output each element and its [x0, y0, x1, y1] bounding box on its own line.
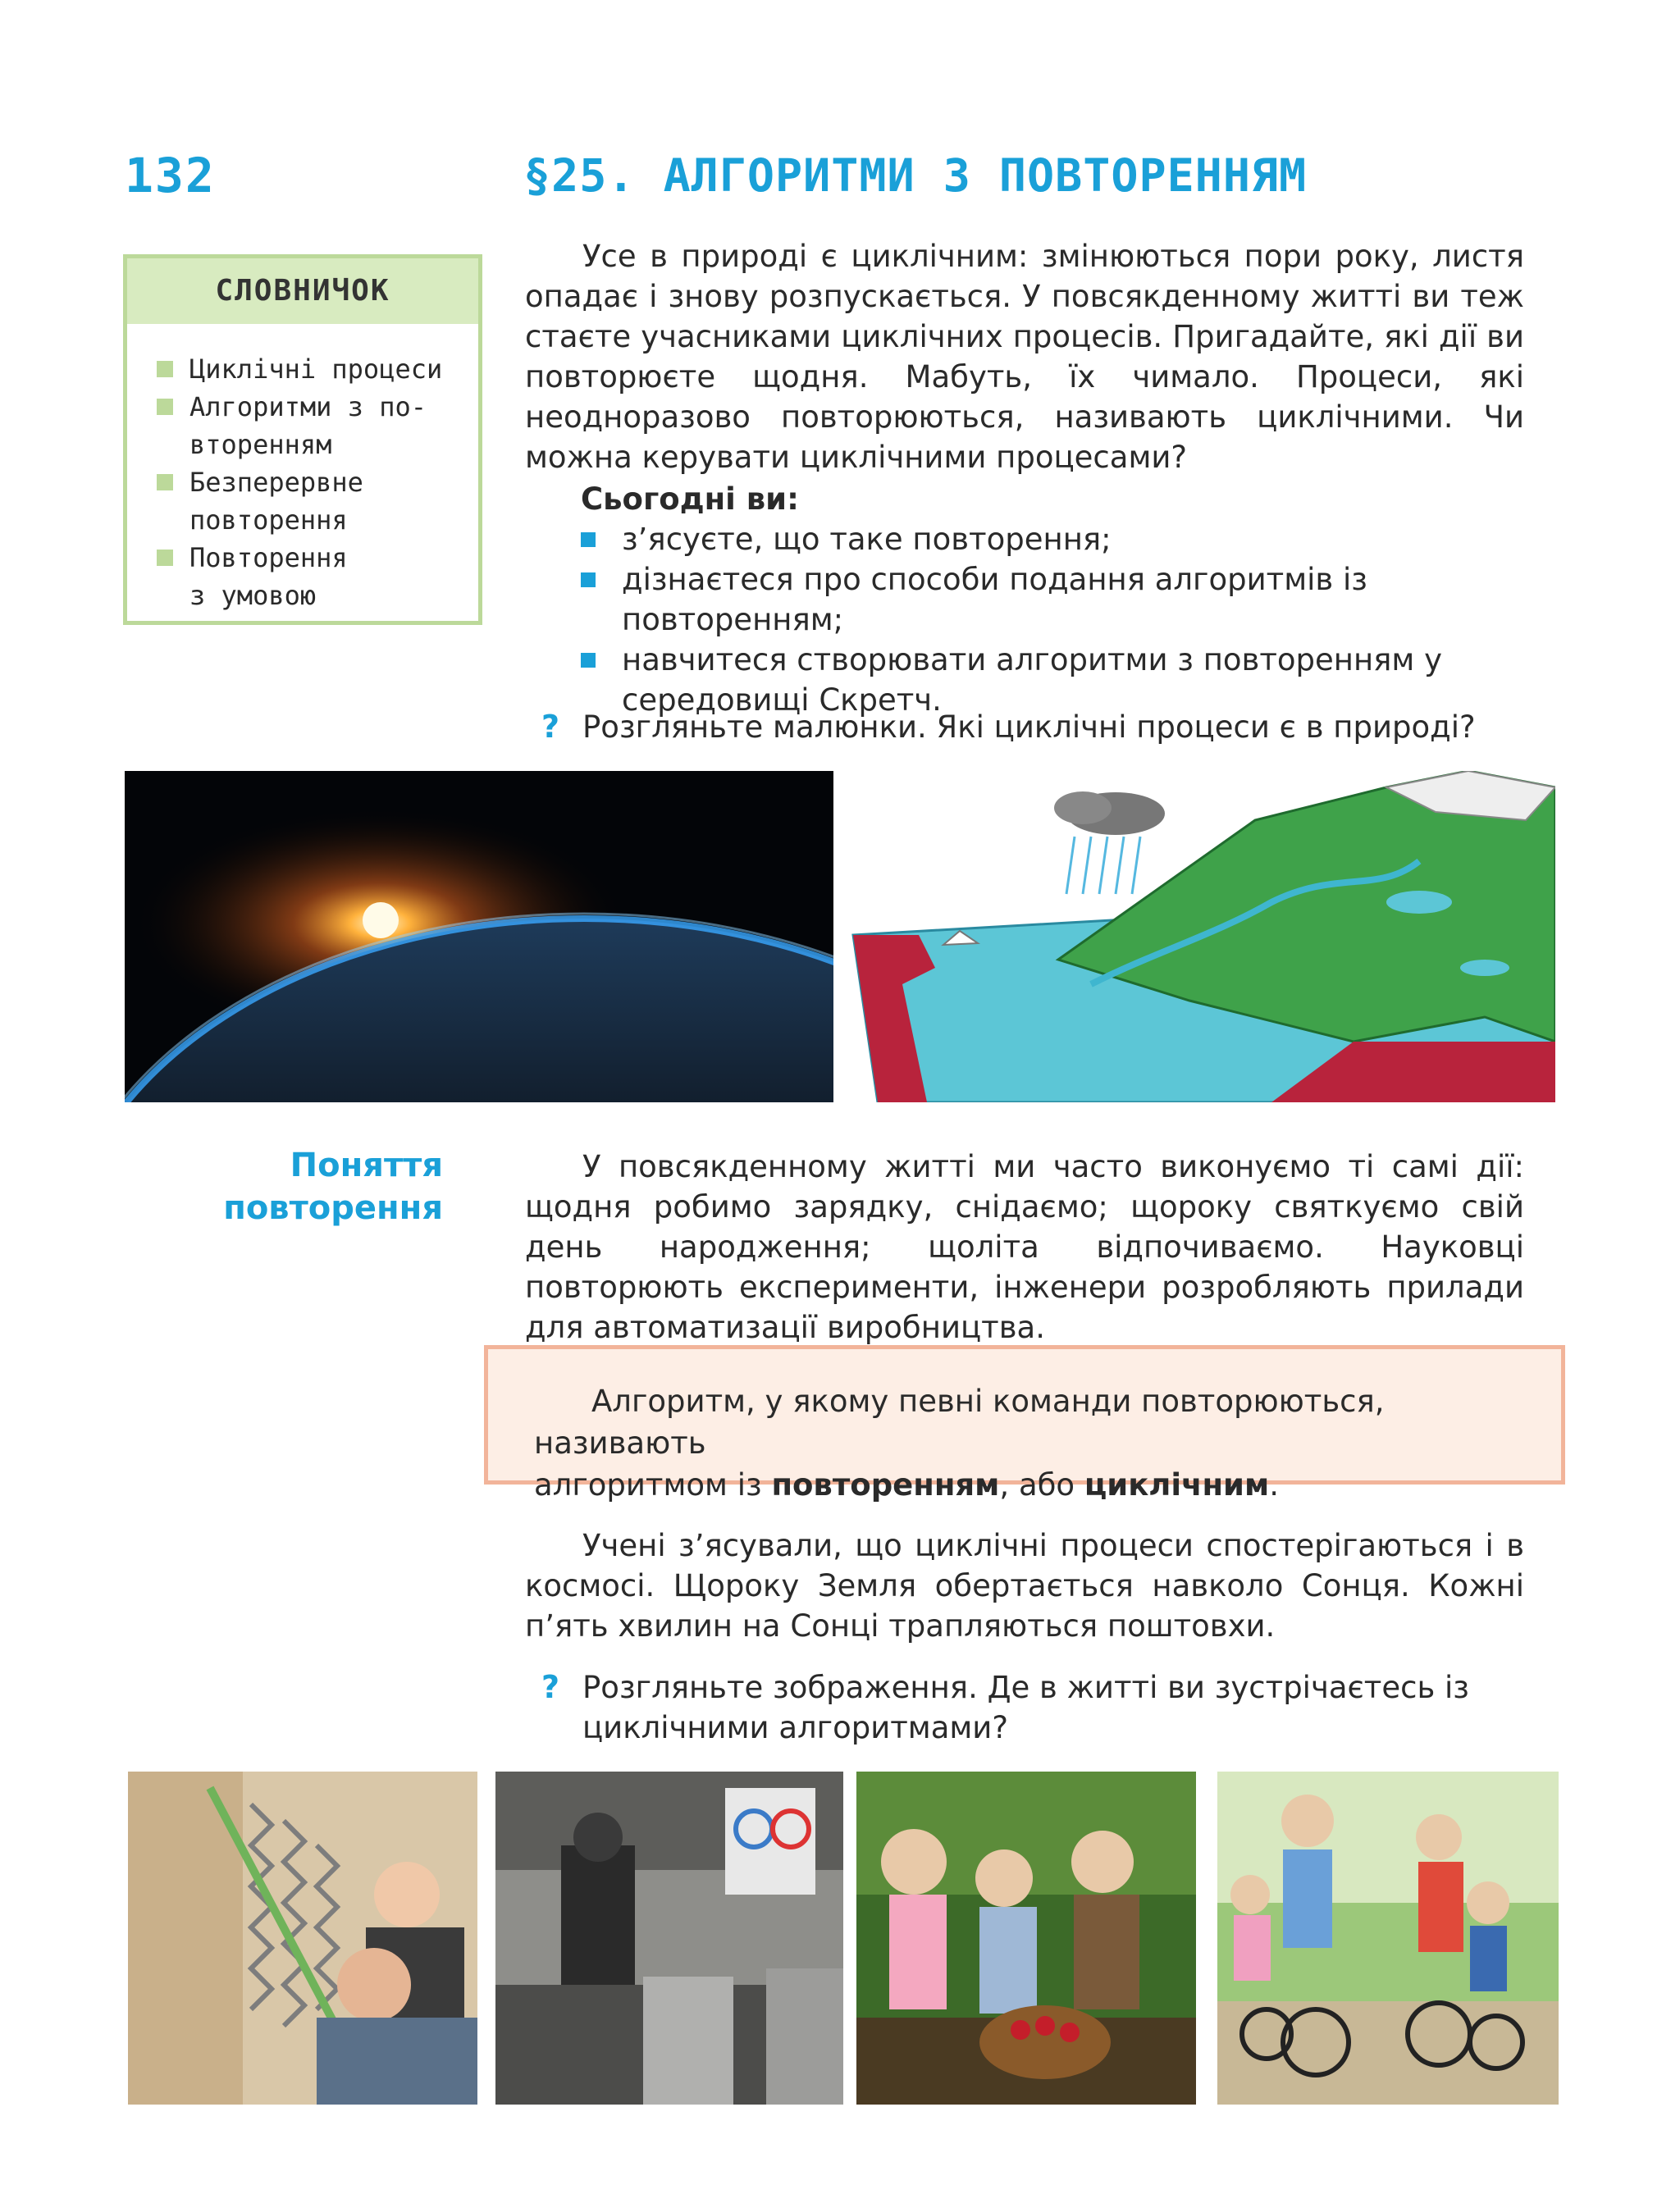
vocabulary-box	[123, 254, 482, 625]
goal-item: дізнаєтеся про способи подання алгоритмів із повторенням;	[581, 559, 1524, 640]
goals-list	[581, 519, 1524, 720]
definition-text: .	[1269, 1467, 1279, 1503]
definition-term-2: циклічним	[1084, 1467, 1270, 1503]
metro-turnstile-photo	[495, 1772, 843, 2105]
definition-line-2	[534, 1464, 1515, 1506]
question-mark-icon: ?	[541, 709, 560, 745]
definition-text: , або	[999, 1467, 1075, 1503]
paragraph-3-text: Учені з’ясували, що циклічні процеси спостерігаються і в космосі. Щороку Земля обертається навколо Сонця. Кожні п’ять хвилин на Сонці трапляються поштовхи.	[525, 1528, 1524, 1644]
apple-picking-photo	[856, 1772, 1196, 2105]
today-label: Сьогодні ви:	[581, 481, 799, 517]
paragraph-2	[525, 1147, 1524, 1348]
vocabulary-item: Алгоритми з по- вторенням	[157, 388, 470, 463]
intro-paragraph	[525, 236, 1524, 477]
vocabulary-item: Циклічні процеси	[157, 350, 470, 388]
wallpaper-painting-photo	[128, 1772, 477, 2105]
definition-line-1: Алгоритм, у якому певні команди повторюються, називають	[534, 1384, 1385, 1461]
definition-text: алгоритмом із	[534, 1467, 762, 1503]
vocabulary-item: Повторення з умовою	[157, 539, 470, 614]
section-heading	[139, 1144, 443, 1229]
intro-text: Усе в природі є циклічним: змінюються пори року, листя опадає і знову розпускається. У повсякденному житті ви теж стаєте учасниками циклічних процесів. Пригадайте, які дії ви повторюєте щодня. Мабуть, їх чимало. Процеси, які неодноразово повторюються, називають циклічними. Чи можна керувати циклічними процесами?	[525, 239, 1524, 475]
earth-sunrise-image	[125, 771, 833, 1102]
section-heading-text: Поняття повторення	[223, 1147, 443, 1227]
question-2-text: Розгляньте зображення. Де в житті ви зустрічаєтесь із циклічними алгоритмами?	[582, 1670, 1469, 1745]
goal-item: навчитеся створювати алгоритми з повторенням у середовищі Скретч.	[581, 640, 1524, 720]
vocabulary-heading: СЛОВНИЧОК	[127, 258, 478, 324]
water-cycle-image	[845, 771, 1555, 1102]
goal-item: з’ясуєте, що таке повторення;	[581, 519, 1524, 559]
vocabulary-item: Безперервне повторення	[157, 463, 470, 539]
page-number: 132	[125, 148, 216, 203]
question-mark-icon: ?	[541, 1669, 560, 1705]
vocabulary-list	[127, 324, 478, 614]
question-1-text: Розгляньте малюнки. Які циклічні процеси є в природі?	[582, 709, 1476, 745]
paragraph-3	[525, 1526, 1524, 1646]
page-title: §25. АЛГОРИТМИ З ПОВТОРЕННЯМ	[523, 149, 1308, 202]
family-cycling-photo	[1217, 1772, 1559, 2105]
definition-term-1: повторенням	[771, 1467, 1000, 1503]
paragraph-2-text: У повсякденному житті ми часто виконуємо ті самі дії: щодня робимо зарядку, снідаємо; щороку святкуємо свій день народження; щоліта відпочиваємо. Науковці повторюють експерименти, інженери розробляють прилади для автоматизації виробництва.	[525, 1149, 1524, 1345]
definition-box	[484, 1345, 1565, 1503]
